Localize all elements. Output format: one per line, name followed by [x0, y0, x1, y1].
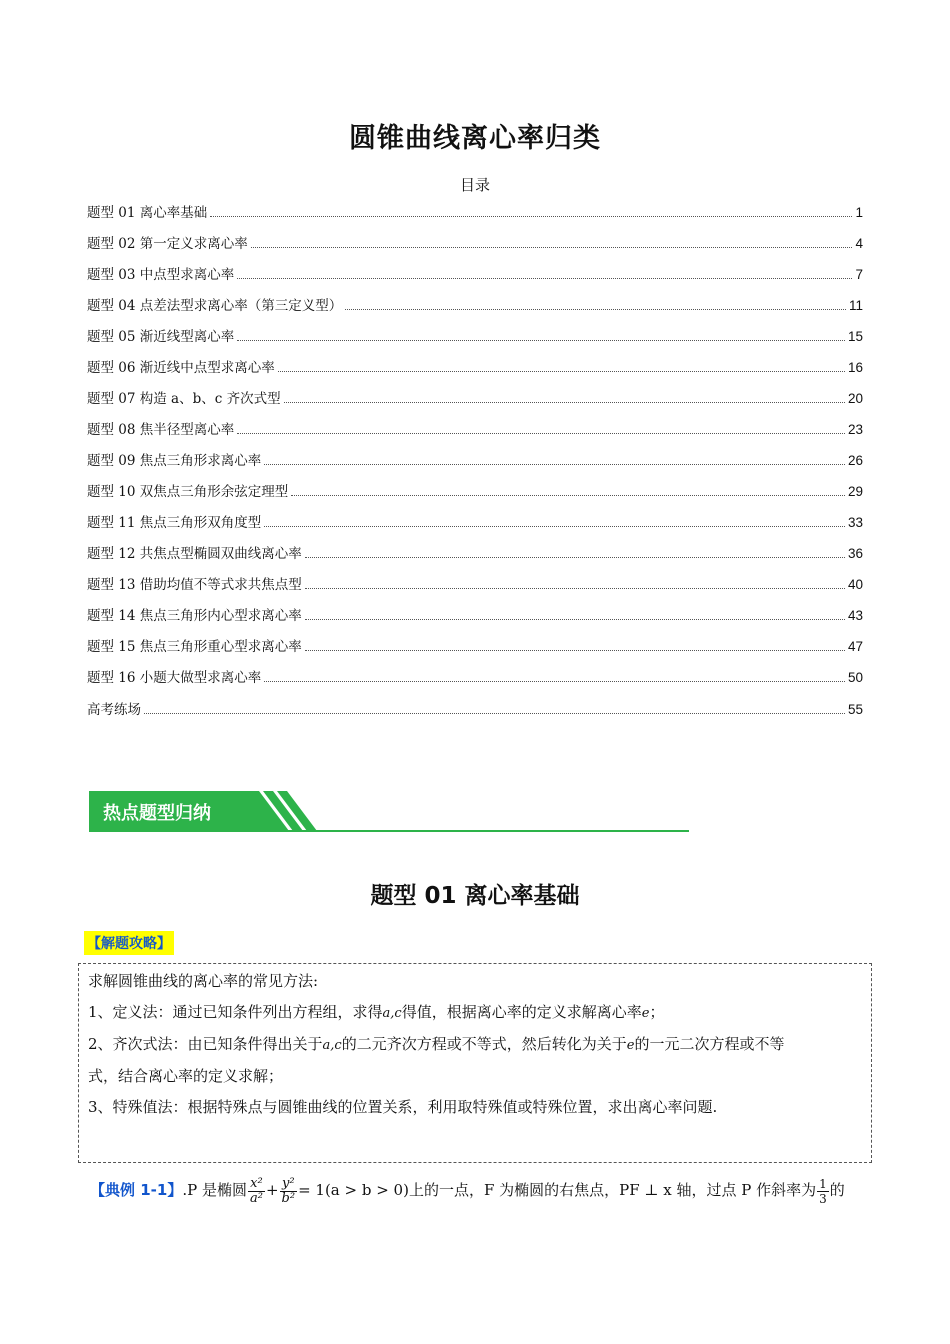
tips-box [78, 963, 872, 1163]
toc-leader-dots [305, 609, 845, 620]
toc-leader-dots [278, 361, 845, 372]
toc-entry-page: 1 [855, 205, 863, 220]
toc-leader-dots [237, 268, 852, 279]
section-title: 题型 01 离心率基础 [370, 883, 580, 909]
toc-entry[interactable] [87, 294, 863, 325]
toc-entry-page: 11 [848, 298, 863, 313]
toc-entry-page: 4 [855, 236, 863, 251]
tips-method-2-cont: 式，结合离心率的定义求解； [88, 1067, 284, 1085]
toc-leader-dots [237, 330, 845, 341]
table-of-contents [87, 201, 863, 729]
toc-entry[interactable] [87, 387, 863, 418]
fraction-x: $\frac{\text{x²}}{\text{a²}}$ [249, 1175, 263, 1206]
toc-entry-label: 题型 02 第一定义求离心率 [87, 236, 248, 252]
toc-entry-page: 50 [847, 670, 863, 685]
toc-entry-page: 15 [847, 329, 863, 344]
toc-entry-label: 题型 05 渐近线型离心率 [87, 329, 235, 345]
toc-entry[interactable] [87, 201, 863, 232]
toc-entry[interactable] [87, 356, 863, 387]
toc-entry[interactable] [87, 666, 863, 697]
toc-leader-dots [264, 671, 845, 682]
toc-leader-dots [210, 206, 852, 217]
toc-leader-dots [264, 516, 845, 527]
toc-entry[interactable] [87, 511, 863, 542]
tips-method-1: 1、定义法：通过已知条件列出方程组，求得a,c得值，根据离心率的定义求解离心率e； [88, 1003, 665, 1021]
fraction-y: $\frac{\text{y²}}{\text{b²}}$ [281, 1175, 296, 1206]
toc-leader-dots [345, 299, 846, 310]
toc-entry-label: 题型 06 渐近线中点型求离心率 [87, 360, 275, 376]
toc-entry-label: 题型 16 小题大做型求离心率 [87, 670, 262, 686]
toc-entry[interactable] [87, 542, 863, 573]
toc-entry-label: 题型 14 焦点三角形内心型求离心率 [87, 608, 302, 624]
toc-entry-page: 26 [847, 453, 863, 468]
tips-label: 【解题攻略】 [84, 931, 174, 955]
toc-entry-label: 题型 10 双焦点三角形余弦定理型 [87, 484, 289, 500]
toc-entry[interactable] [87, 604, 863, 635]
banner-text: 热点题型归纳 [103, 803, 211, 824]
toc-entry-page: 7 [855, 267, 863, 282]
tips-method-2: 2、齐次式法：由已知条件得出关于a,c的二元齐次方程或不等式，然后转化为关于e的一元二次方程或不等 [88, 1035, 785, 1053]
toc-leader-dots [144, 703, 845, 714]
toc-entry[interactable] [87, 698, 863, 729]
document-title: 圆锥曲线离心率归类 [349, 123, 601, 154]
toc-entry-label: 题型 15 焦点三角形重心型求离心率 [87, 639, 302, 655]
toc-heading: 目录 [459, 176, 490, 194]
toc-entry-page: 40 [847, 577, 863, 592]
toc-entry-label: 题型 13 借助均值不等式求共焦点型 [87, 577, 302, 593]
toc-leader-dots [291, 485, 845, 496]
example-tag: 【典例 1-1】 [90, 1181, 183, 1199]
toc-entry[interactable] [87, 232, 863, 263]
toc-entry[interactable] [87, 480, 863, 511]
toc-leader-dots [237, 423, 845, 434]
toc-entry-page: 33 [847, 515, 863, 530]
toc-entry-page: 55 [847, 702, 863, 717]
toc-leader-dots [264, 454, 845, 465]
toc-leader-dots [305, 640, 845, 651]
toc-entry-label: 题型 07 构造 a、b、c 齐次式型 [87, 391, 281, 407]
toc-entry-page: 16 [847, 360, 863, 375]
toc-entry[interactable] [87, 325, 863, 356]
toc-leader-dots [251, 237, 853, 248]
toc-entry[interactable] [87, 263, 863, 294]
toc-leader-dots [305, 547, 845, 558]
toc-entry[interactable] [87, 449, 863, 480]
section-banner [89, 791, 689, 833]
toc-entry-label: 题型 04 点差法型求离心率（第三定义型） [87, 298, 343, 314]
toc-entry-label: 题型 11 焦点三角形双角度型 [87, 515, 262, 531]
toc-entry[interactable] [87, 573, 863, 604]
toc-entry-label: 题型 08 焦半径型离心率 [87, 422, 235, 438]
toc-entry-page: 43 [847, 608, 863, 623]
toc-entry-label: 题型 01 离心率基础 [87, 205, 208, 221]
toc-entry-label: 题型 09 焦点三角形求离心率 [87, 453, 262, 469]
toc-entry-label: 题型 12 共焦点型椭圆双曲线离心率 [87, 546, 302, 562]
toc-entry-page: 47 [847, 639, 863, 654]
toc-entry-page: 36 [847, 546, 863, 561]
tips-method-3: 3、特殊值法：根据特殊点与圆锥曲线的位置关系，利用取特殊值或特殊位置，求出离心率问题. [88, 1098, 718, 1116]
toc-leader-dots [305, 578, 845, 589]
toc-entry-page: 20 [847, 391, 863, 406]
toc-leader-dots [284, 392, 845, 403]
toc-entry[interactable] [87, 418, 863, 449]
toc-entry-page: 29 [847, 484, 863, 499]
toc-entry-label: 题型 03 中点型求离心率 [87, 267, 235, 283]
example-1-1: 【典例 1-1】.P 是椭圆 $\frac{\text{x²}}{\text{a²}}$ + $\frac{\text{y²}}{\text{b²}}$ = 1(a > b > 0)上的一点，F 为椭圆的右焦点，PF ⊥ x 轴，过点 P 作斜率为 $\frac{1}{3}$ 的 [90, 1175, 845, 1206]
tips-intro: 求解圆锥曲线的离心率的常见方法: [88, 972, 319, 990]
toc-entry-label: 高考练场 [87, 702, 141, 718]
toc-entry[interactable] [87, 635, 863, 666]
toc-entry-page: 23 [847, 422, 863, 437]
fraction-slope: $\frac{1}{3}$ [819, 1176, 827, 1206]
